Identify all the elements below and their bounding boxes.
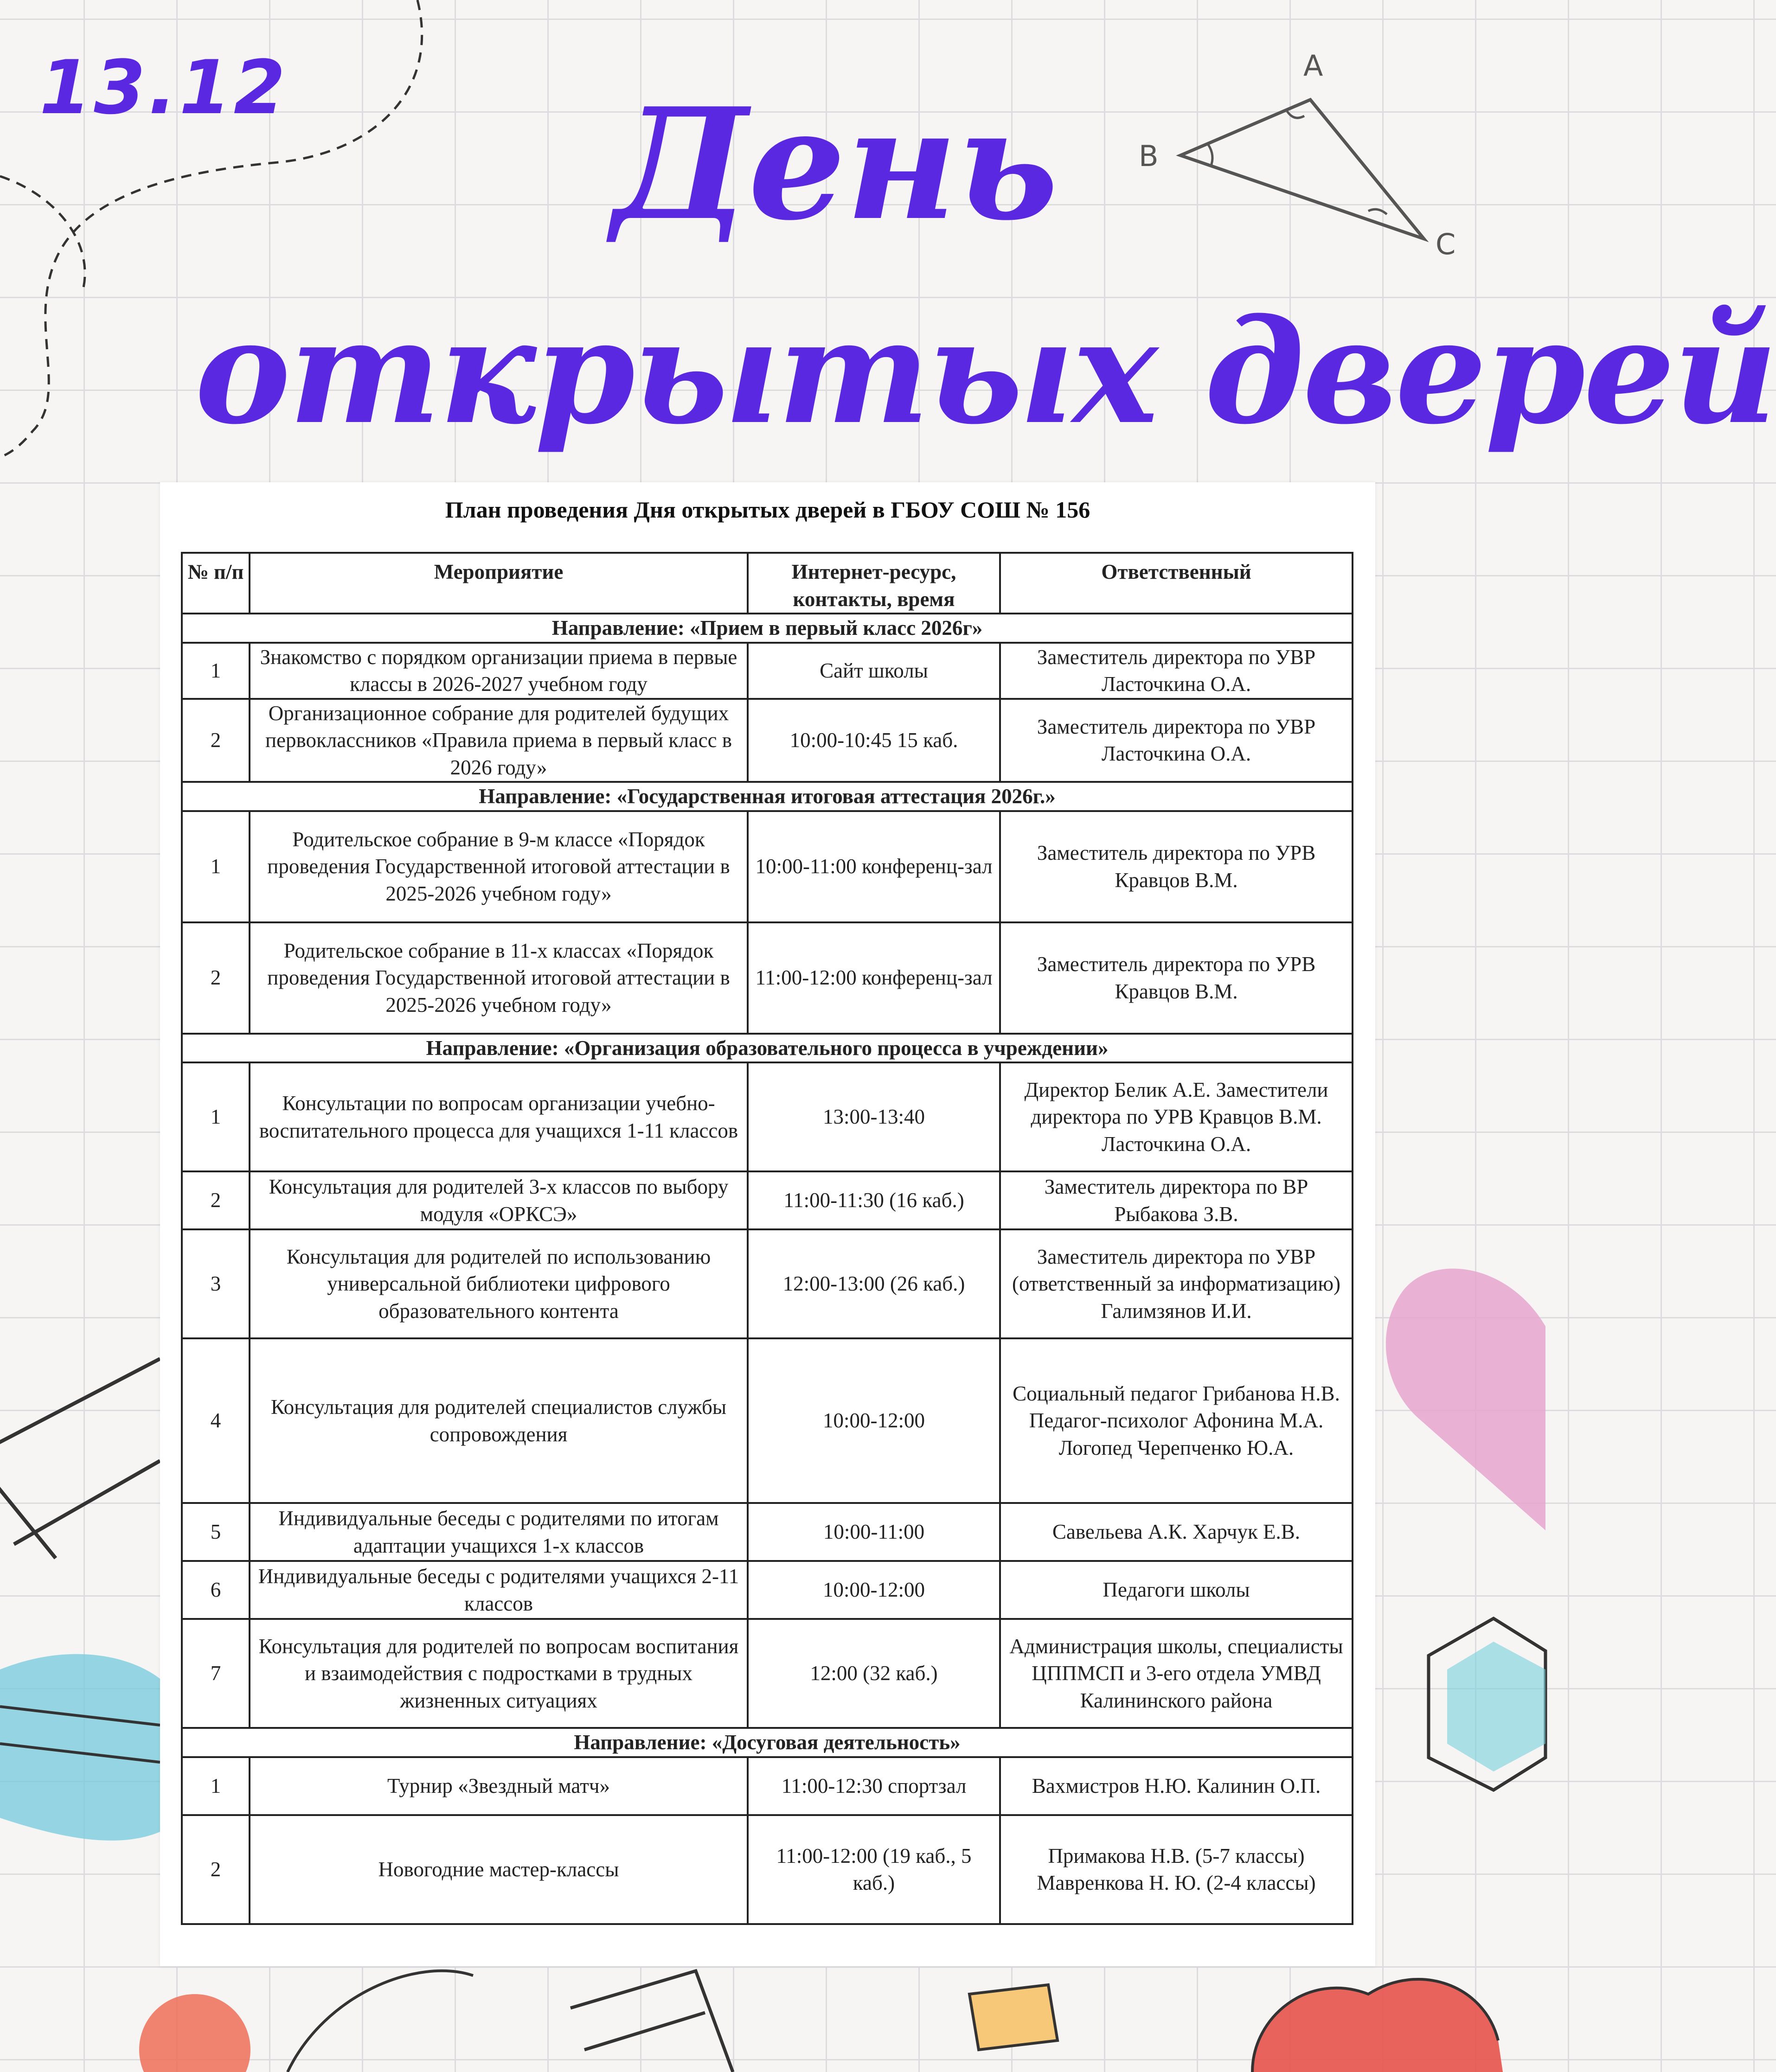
row-responsible: Примакова Н.В. (5-7 классы) Мавренкова Н. Ю. (2-4 классы) [1000, 1815, 1353, 1924]
row-responsible: Савельева А.К. Харчук Е.В. [1000, 1503, 1353, 1561]
column-header-event: Мероприятие [250, 553, 748, 614]
row-responsible: Социальный педагог Грибанова Н.В. Педагог-психолог Афонина М.А. Логопед Черепченко Ю.А. [1000, 1338, 1353, 1503]
table-row [182, 1815, 1353, 1924]
row-event: Консультация для родителей по использованию универсальной библиотеки цифрового образовательного контента [250, 1229, 748, 1338]
table-row [182, 643, 1353, 699]
row-resource: 11:00-12:00 конференц-зал [748, 922, 1000, 1034]
section-heading: Направление: «Прием в первый класс 2026г» [182, 614, 1353, 643]
column-header-resource: Интернет-ресурс, контакты, время [748, 553, 1000, 614]
row-resource: 11:00-11:30 (16 каб.) [748, 1171, 1000, 1229]
row-responsible: Заместитель директора по УРВ Кравцов В.М. [1000, 811, 1353, 922]
row-responsible: Педагоги школы [1000, 1561, 1353, 1619]
triangle-label-b: B [1139, 139, 1159, 173]
table-row [182, 1229, 1353, 1338]
row-event: Консультация для родителей 3-х классов по выбору модуля «ОРКСЭ» [250, 1171, 748, 1229]
angle-arc-a [1287, 111, 1304, 118]
heart-watercolor [1386, 1268, 1545, 1530]
schedule-document [160, 482, 1375, 1966]
row-number: 1 [182, 1757, 250, 1815]
row-number: 5 [182, 1503, 250, 1561]
row-responsible: Заместитель директора по УВР (ответственный за информатизацию) Галимзянов И.И. [1000, 1229, 1353, 1338]
row-event: Организационное собрание для родителей будущих первоклассников «Правила приема в первый класс в 2026 году» [250, 699, 748, 782]
section-heading-row [182, 1034, 1353, 1063]
row-resource: 11:00-12:00 (19 каб., 5 каб.) [748, 1815, 1000, 1924]
triangle-drawing [1180, 100, 1424, 239]
section-heading-row [182, 1728, 1353, 1757]
event-date: 13.12 [39, 44, 289, 131]
row-number: 4 [182, 1338, 250, 1503]
row-number: 2 [182, 1815, 250, 1924]
table-row [182, 1062, 1353, 1171]
row-number: 3 [182, 1229, 250, 1338]
row-number: 2 [182, 1171, 250, 1229]
book-drawing [969, 1985, 1058, 2050]
row-event: Индивидуальные беседы с родителями по итогам адаптации учащихся 1-х классов [250, 1503, 748, 1561]
row-number: 2 [182, 699, 250, 782]
table-row [182, 699, 1353, 782]
row-responsible: Заместитель директора по УВР Ласточкина О.А. [1000, 643, 1353, 699]
row-event: Консультации по вопросам организации учебно-воспитательного процесса для учащихся 1-11 классов [250, 1062, 748, 1171]
row-number: 6 [182, 1561, 250, 1619]
row-resource: Сайт школы [748, 643, 1000, 699]
calculator-drawing [571, 1971, 733, 2072]
document-title: План проведения Дня открытых дверей в ГБОУ СОШ № 156 [445, 497, 1090, 523]
table-row [182, 1757, 1353, 1815]
table-row [182, 1503, 1353, 1561]
row-event: Знакомство с порядком организации приема в первые классы в 2026-2027 учебном году [250, 643, 748, 699]
row-responsible: Администрация школы, специалисты ЦППМСП и 3-его отдела УМВД Калининского района [1000, 1619, 1353, 1728]
row-event: Новогодние мастер-классы [250, 1815, 748, 1924]
dashed-doodle-2 [0, 176, 85, 288]
triangle-label-c: C [1436, 227, 1456, 261]
row-resource: 10:00-12:00 [748, 1561, 1000, 1619]
row-event: Консультация для родителей специалистов службы сопровождения [250, 1338, 748, 1503]
section-heading-row [182, 614, 1353, 643]
row-number: 1 [182, 643, 250, 699]
section-heading: Направление: «Государственная итоговая аттестация 2026г.» [182, 782, 1353, 811]
bottom-curve [288, 1971, 473, 2072]
row-responsible: Заместитель директора по УРВ Кравцов В.М. [1000, 922, 1353, 1034]
section-heading-row [182, 782, 1353, 811]
table-row [182, 1561, 1353, 1619]
row-responsible: Вахмистров Н.Ю. Калинин О.П. [1000, 1757, 1353, 1815]
table-row [182, 1171, 1353, 1229]
orange-blob [139, 1994, 250, 2072]
row-resource: 12:00 (32 каб.) [748, 1619, 1000, 1728]
table-row [182, 1619, 1353, 1728]
triangle-label-a: A [1303, 49, 1323, 83]
row-resource: 10:00-11:00 конференц-зал [748, 811, 1000, 922]
section-heading: Направление: «Организация образовательного процесса в учреждении» [182, 1034, 1353, 1063]
row-number: 7 [182, 1619, 250, 1728]
row-event: Родительское собрание в 9-м классе «Порядок проведения Государственной итоговой аттестации в 2025-2026 учебном году» [250, 811, 748, 922]
row-number: 1 [182, 1062, 250, 1171]
row-resource: 10:00-11:00 [748, 1503, 1000, 1561]
row-event: Родительское собрание в 11-х классах «Порядок проведения Государственной итоговой аттестации в 2025-2026 учебном году» [250, 922, 748, 1034]
table-row [182, 922, 1353, 1034]
angle-arc-c [1368, 209, 1387, 214]
row-responsible: Заместитель директора по УВР Ласточкина О.А. [1000, 699, 1353, 782]
page-title-line-1: День [612, 74, 1058, 254]
row-resource: 10:00-10:45 15 каб. [748, 699, 1000, 782]
table-row [182, 1338, 1353, 1503]
row-responsible: Директор Белик А.Е. Заместители директора по УРВ Кравцов В.М. Ласточкина О.А. [1000, 1062, 1353, 1171]
row-responsible: Заместитель директора по ВР Рыбакова З.В. [1000, 1171, 1353, 1229]
section-heading: Направление: «Досуговая деятельность» [182, 1728, 1353, 1757]
pencil-drawing [0, 1359, 160, 1558]
column-header-num: № п/п [182, 553, 250, 614]
row-resource: 12:00-13:00 (26 каб.) [748, 1229, 1000, 1338]
row-event: Консультация для родителей по вопросам воспитания и взаимодействия с подростками в трудных жизненных ситуациях [250, 1619, 748, 1728]
row-event: Турнир «Звездный матч» [250, 1757, 748, 1815]
table-header-row [182, 553, 1353, 614]
page-title-line-2: открытых дверей [195, 288, 1776, 456]
hexagon-fill [1447, 1642, 1545, 1771]
row-number: 2 [182, 922, 250, 1034]
table-row [182, 811, 1353, 922]
row-resource: 10:00-12:00 [748, 1338, 1000, 1503]
column-header-responsible: Ответственный [1000, 553, 1353, 614]
row-resource: 13:00-13:40 [748, 1062, 1000, 1171]
row-resource: 11:00-12:30 спортзал [748, 1757, 1000, 1815]
schedule-table-body [182, 614, 1353, 1924]
schedule-table [181, 552, 1353, 1925]
row-event: Индивидуальные беседы с родителями учащихся 2-11 классов [250, 1561, 748, 1619]
row-number: 1 [182, 811, 250, 922]
